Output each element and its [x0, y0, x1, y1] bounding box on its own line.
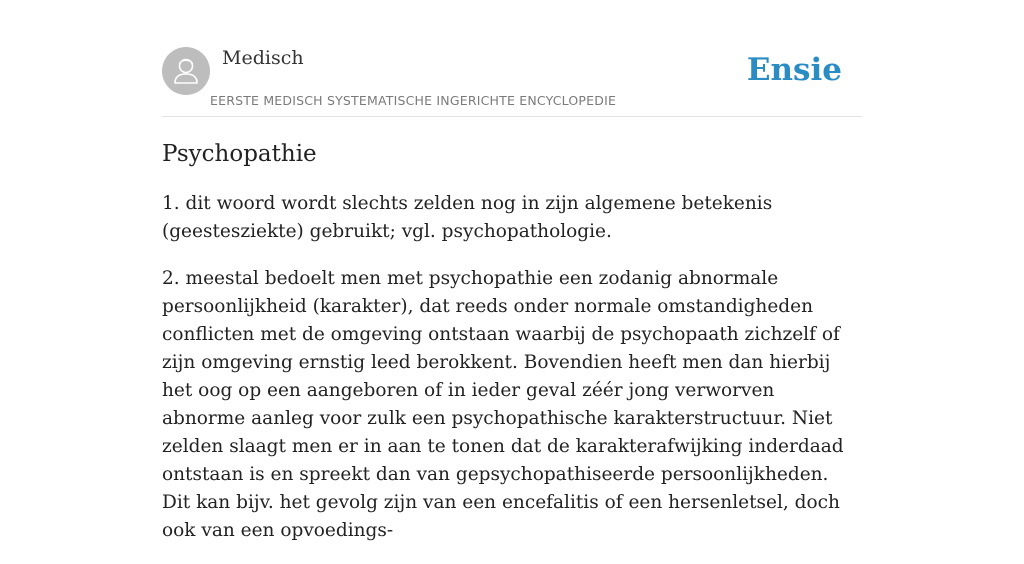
- book-subtitle: EERSTE MEDISCH SYSTEMATISCHE INGERICHTE ENCYCLOPEDIE: [210, 93, 617, 108]
- article-paragraph-2: 2. meestal bedoelt men met psychopathie een zodanig abnormale persoonlijkheid (karakter), dat reeds onder normale omstandigheden conflicten met de omgeving ontstaan waarbij de psychopaath zichzelf of zijn omgeving ernstig leed berokkent. Bovendien heeft men dan hierbij het oog op een aangeboren of in ieder geval zéér jong verworven abnorme aanleg voor zulk een psychopathische karakterstructuur. Niet zelden slaagt men er in aan te tonen dat de karakterafwijking inderdaad ontstaan is en spreekt dan van gepsychopathiseerde persoonlijkheden. Dit kan bijv. het gevolg zijn van een encefalitis of een hersenletsel, doch ook van een opvoedings-: [162, 268, 844, 541]
- article: [162, 138, 862, 564]
- ensie-logo[interactable]: Ensie: [746, 52, 842, 88]
- book-title[interactable]: Medisch: [222, 47, 304, 69]
- article-title: Psychopathie: [162, 141, 317, 167]
- user-icon: [162, 47, 210, 95]
- book-avatar[interactable]: [162, 47, 210, 95]
- book-header: [162, 46, 862, 117]
- article-paragraph-1: 1. dit woord wordt slechts zelden nog in zijn algemene betekenis (geestesziekte) gebruikt; vgl. psychopathologie.: [162, 193, 773, 242]
